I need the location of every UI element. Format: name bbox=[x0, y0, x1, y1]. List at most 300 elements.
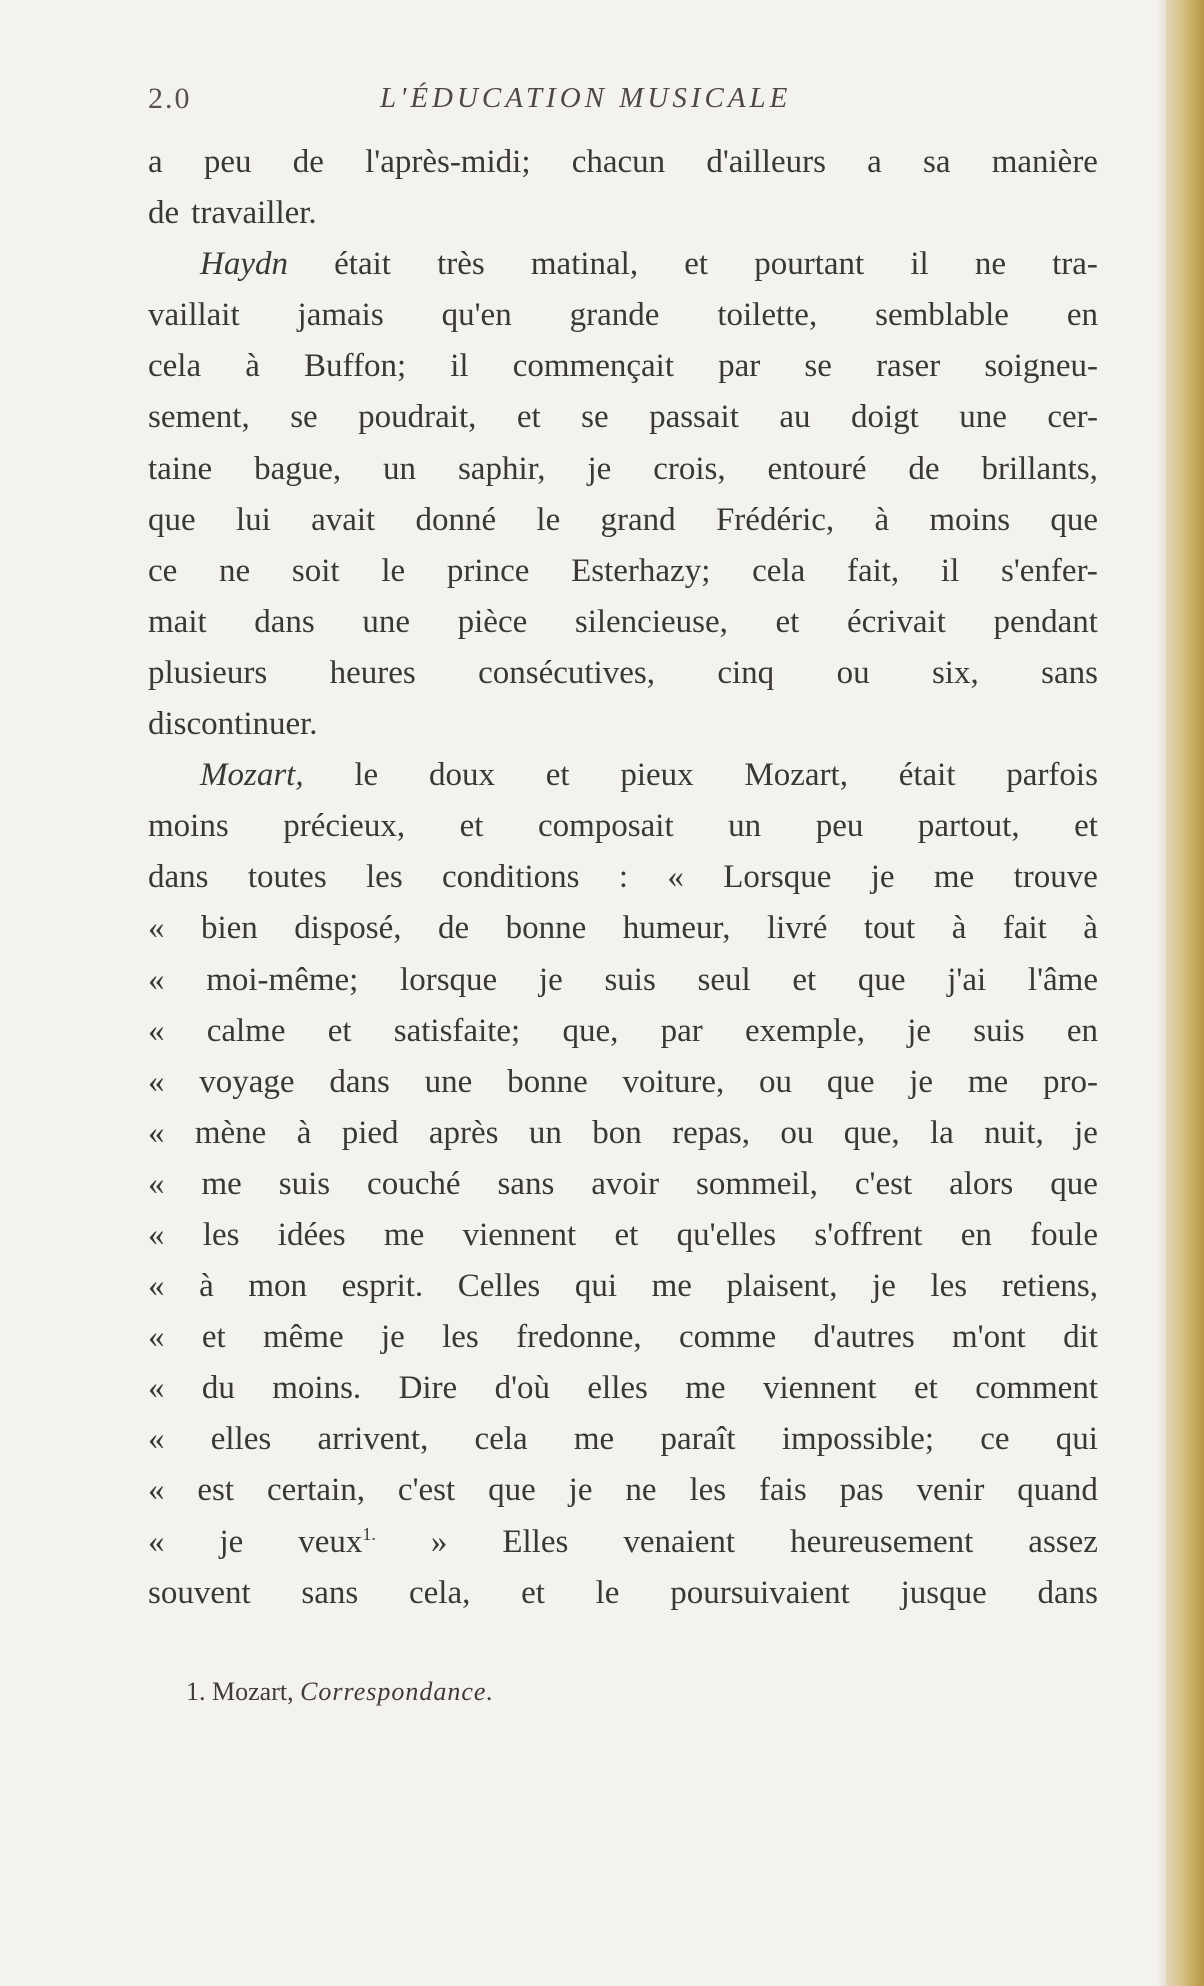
word: se bbox=[581, 399, 609, 436]
word: travailler. bbox=[191, 195, 317, 232]
footnote-marker: 1. bbox=[186, 1677, 206, 1706]
word: l'après-midi; bbox=[365, 144, 531, 180]
word: entouré bbox=[767, 450, 867, 487]
word: veux$^{1.}$ bbox=[298, 1523, 376, 1560]
word: « bbox=[148, 1370, 165, 1407]
word: était bbox=[898, 757, 956, 794]
word: a bbox=[867, 144, 882, 180]
word: les bbox=[930, 1268, 968, 1305]
word: Buffon; bbox=[304, 348, 407, 385]
word: lorsque bbox=[400, 961, 498, 998]
word: parfois bbox=[1006, 757, 1098, 794]
word: suis bbox=[604, 961, 656, 998]
page-number: 2.0 bbox=[148, 82, 192, 115]
word: à bbox=[245, 348, 260, 385]
word: satisfaite; bbox=[393, 1012, 521, 1049]
word: tra- bbox=[1052, 246, 1098, 283]
text-line bbox=[148, 648, 1098, 699]
word: humeur, bbox=[622, 910, 731, 947]
text-line bbox=[148, 239, 1098, 290]
word: l'âme bbox=[1027, 961, 1098, 998]
word: pro- bbox=[1042, 1063, 1098, 1100]
word: pièce bbox=[457, 603, 528, 640]
word: a bbox=[148, 144, 163, 180]
word: la bbox=[929, 1114, 954, 1151]
word: poudrait, bbox=[358, 399, 477, 436]
word: brillants, bbox=[981, 450, 1098, 487]
word: de bbox=[292, 144, 324, 180]
word: disposé, bbox=[294, 910, 402, 947]
word: « bbox=[148, 1165, 165, 1202]
word: qu'en bbox=[441, 297, 512, 334]
text-line bbox=[148, 955, 1098, 1006]
word: taine bbox=[148, 450, 213, 487]
text-line bbox=[148, 1568, 1098, 1619]
word: voiture, bbox=[622, 1063, 725, 1100]
word: moins. bbox=[272, 1370, 362, 1407]
word: foule bbox=[1030, 1216, 1098, 1253]
word: manière bbox=[991, 144, 1098, 180]
word: poursuivaient bbox=[670, 1574, 850, 1611]
word: raser bbox=[876, 348, 941, 385]
word: Lorsque bbox=[723, 859, 832, 896]
word: ne bbox=[625, 1472, 657, 1509]
word: partout, bbox=[917, 808, 1020, 845]
word: toutes bbox=[247, 859, 327, 896]
word: bonne bbox=[507, 1063, 588, 1100]
word: je bbox=[909, 1063, 934, 1100]
word: du bbox=[201, 1370, 235, 1407]
text-line bbox=[148, 1108, 1098, 1159]
word: calme bbox=[206, 1012, 286, 1049]
word: et bbox=[521, 1574, 545, 1611]
word: avoir bbox=[591, 1165, 660, 1202]
word: sa bbox=[922, 144, 951, 180]
word: se bbox=[290, 399, 318, 436]
word: mon bbox=[248, 1268, 308, 1305]
word: je bbox=[538, 961, 563, 998]
word: doigt bbox=[850, 399, 919, 436]
word: Elles bbox=[502, 1523, 569, 1560]
word: je bbox=[907, 1012, 932, 1049]
page-header bbox=[148, 82, 1098, 122]
word: qui bbox=[574, 1268, 618, 1305]
word: me bbox=[967, 1063, 1009, 1100]
text-line bbox=[148, 1363, 1098, 1414]
word: comment bbox=[975, 1370, 1098, 1407]
word: « bbox=[148, 961, 165, 998]
word: que bbox=[488, 1472, 536, 1509]
word: les bbox=[442, 1319, 479, 1356]
word: ou bbox=[780, 1114, 814, 1151]
word: cinq bbox=[717, 654, 775, 691]
word: le bbox=[595, 1574, 620, 1611]
word: venaient bbox=[623, 1523, 736, 1560]
word: ou bbox=[759, 1063, 793, 1100]
text-line bbox=[148, 495, 1098, 546]
word: conditions bbox=[442, 859, 580, 896]
word: cela bbox=[148, 348, 202, 385]
word: elles bbox=[210, 1421, 272, 1458]
word: une bbox=[362, 603, 411, 640]
word: je bbox=[380, 1319, 405, 1356]
word: grande bbox=[569, 297, 660, 334]
text-line bbox=[148, 1057, 1098, 1108]
word: viennent bbox=[462, 1216, 577, 1253]
text-line bbox=[148, 1414, 1098, 1465]
word: se bbox=[804, 348, 832, 385]
word: que bbox=[857, 961, 906, 998]
word: et bbox=[614, 1216, 639, 1253]
word: viennent bbox=[762, 1370, 877, 1407]
text-line bbox=[148, 1261, 1098, 1312]
word: en bbox=[1066, 297, 1098, 334]
word: seul bbox=[697, 961, 751, 998]
word: Esterhazy; bbox=[571, 552, 711, 589]
word: toilette, bbox=[717, 297, 818, 334]
word: dit bbox=[1063, 1319, 1098, 1356]
text-line bbox=[148, 1465, 1098, 1516]
word: doux bbox=[428, 757, 495, 794]
word: d'ailleurs bbox=[706, 144, 826, 180]
word: heures bbox=[329, 654, 416, 691]
text-line bbox=[148, 444, 1098, 495]
word: et bbox=[775, 603, 800, 640]
text-line bbox=[148, 903, 1098, 954]
word: et bbox=[684, 246, 709, 283]
word: « bbox=[667, 859, 684, 896]
word: fait, bbox=[846, 552, 900, 589]
word: de bbox=[437, 910, 470, 947]
word: saphir, bbox=[457, 450, 546, 487]
word: passait bbox=[649, 399, 739, 436]
word: « bbox=[148, 1421, 165, 1458]
word: sans bbox=[1041, 654, 1098, 691]
word: voyage bbox=[199, 1063, 295, 1100]
word: à bbox=[199, 1268, 214, 1305]
word: idées bbox=[277, 1216, 346, 1253]
running-title: L'ÉDUCATION MUSICALE bbox=[380, 82, 792, 114]
word: un bbox=[383, 450, 417, 487]
word: après bbox=[428, 1114, 499, 1151]
word: s'offrent bbox=[814, 1216, 923, 1253]
word: et bbox=[459, 808, 484, 845]
word: à bbox=[874, 501, 890, 538]
word: que bbox=[1050, 501, 1098, 538]
word: à bbox=[951, 910, 967, 947]
word: Mozart, bbox=[744, 757, 848, 794]
word: me bbox=[383, 1216, 425, 1253]
word: plaisent, bbox=[726, 1268, 838, 1305]
word: pendant bbox=[993, 603, 1098, 640]
word: je bbox=[219, 1523, 244, 1560]
text-line bbox=[148, 546, 1098, 597]
word: plusieurs bbox=[148, 654, 268, 691]
word: « bbox=[148, 1114, 165, 1151]
word: esprit. bbox=[341, 1268, 424, 1305]
word: et bbox=[792, 961, 817, 998]
word: pourtant bbox=[754, 246, 865, 283]
word: je bbox=[870, 859, 895, 896]
word: moins bbox=[929, 501, 1011, 538]
word: livré bbox=[766, 910, 828, 947]
word: discontinuer. bbox=[148, 706, 318, 743]
word: dans bbox=[1037, 1574, 1098, 1611]
word: « bbox=[148, 1472, 165, 1509]
word: le bbox=[381, 552, 406, 589]
footnote-author: Mozart, bbox=[212, 1677, 294, 1706]
footnote-work: Correspondance. bbox=[300, 1677, 494, 1706]
word: le bbox=[536, 501, 561, 538]
word: les bbox=[366, 859, 403, 896]
word: « bbox=[148, 910, 165, 947]
word: ce bbox=[980, 1421, 1010, 1458]
word: vaillait bbox=[148, 297, 240, 334]
word: les bbox=[202, 1216, 240, 1253]
word: arrivent, bbox=[317, 1421, 429, 1458]
word: que, bbox=[843, 1114, 900, 1151]
word: bon bbox=[592, 1114, 642, 1151]
word: une bbox=[959, 399, 1007, 436]
word: bien bbox=[200, 910, 258, 947]
word: dans bbox=[254, 603, 315, 640]
word: que bbox=[1050, 1165, 1098, 1202]
word: mène bbox=[194, 1114, 267, 1151]
word: je bbox=[587, 450, 612, 487]
word: de bbox=[908, 450, 940, 487]
word: cela bbox=[752, 552, 806, 589]
text-line bbox=[148, 597, 1098, 648]
page-edge bbox=[1166, 0, 1204, 1986]
word: d'où bbox=[494, 1370, 551, 1407]
word: sans bbox=[497, 1165, 555, 1202]
word: écrivait bbox=[846, 603, 946, 640]
word: mait bbox=[148, 603, 207, 640]
word: une bbox=[424, 1063, 473, 1100]
word: crois, bbox=[653, 450, 726, 487]
word: j'ai bbox=[947, 961, 987, 998]
word: de bbox=[148, 195, 180, 232]
word: pieux bbox=[620, 757, 694, 794]
word: cer- bbox=[1047, 399, 1098, 436]
word: alors bbox=[949, 1165, 1014, 1202]
word: suis bbox=[973, 1012, 1025, 1049]
word: peu bbox=[203, 144, 252, 180]
word: consécutives, bbox=[478, 654, 655, 691]
text-line bbox=[148, 1006, 1098, 1057]
word: impossible; bbox=[781, 1421, 934, 1458]
word: d'autres bbox=[813, 1319, 915, 1356]
word: donné bbox=[415, 501, 497, 538]
word: retiens, bbox=[1001, 1268, 1098, 1305]
word: couché bbox=[367, 1165, 461, 1202]
word: il bbox=[940, 552, 960, 589]
word: je bbox=[1074, 1114, 1098, 1151]
text-line bbox=[148, 750, 1098, 801]
word: que bbox=[148, 501, 196, 538]
word: : bbox=[618, 859, 629, 896]
word: que bbox=[826, 1063, 875, 1100]
word: et bbox=[913, 1370, 938, 1407]
word: lui bbox=[235, 501, 271, 538]
word: prince bbox=[446, 552, 530, 589]
word: trouve bbox=[1013, 859, 1098, 896]
word: et bbox=[1074, 808, 1098, 845]
text-line bbox=[148, 852, 1098, 903]
word: qu'elles bbox=[676, 1216, 777, 1253]
word: me bbox=[573, 1421, 615, 1458]
word: jamais bbox=[297, 297, 384, 334]
word: est bbox=[197, 1472, 235, 1509]
word: à bbox=[296, 1114, 312, 1151]
word: c'est bbox=[397, 1472, 456, 1509]
word: ou bbox=[836, 654, 870, 691]
word: sommeil, bbox=[696, 1165, 818, 1202]
word: que, bbox=[562, 1012, 619, 1049]
word: souvent bbox=[148, 1574, 251, 1611]
word: « bbox=[148, 1268, 165, 1305]
word: composait bbox=[537, 808, 674, 845]
text-line bbox=[148, 699, 1098, 750]
word: le bbox=[354, 757, 379, 794]
word: et bbox=[327, 1012, 352, 1049]
word: à bbox=[1083, 910, 1098, 947]
word: en bbox=[1066, 1012, 1098, 1049]
word: ne bbox=[219, 552, 251, 589]
word: silencieuse, bbox=[574, 603, 728, 640]
word: repas, bbox=[672, 1114, 750, 1151]
word: » bbox=[430, 1523, 448, 1560]
word: peu bbox=[815, 808, 864, 845]
word: c'est bbox=[854, 1165, 913, 1202]
word: « bbox=[148, 1216, 165, 1253]
word: et bbox=[516, 399, 541, 436]
word: ne bbox=[974, 246, 1006, 283]
word: il bbox=[910, 246, 929, 283]
word: tout bbox=[863, 910, 916, 947]
text-line bbox=[148, 392, 1098, 443]
word: pas bbox=[839, 1472, 884, 1509]
text-line bbox=[148, 1159, 1098, 1210]
word: me bbox=[933, 859, 975, 896]
page-edge-shadow bbox=[1156, 0, 1166, 1986]
text-line bbox=[148, 290, 1098, 341]
word: grand bbox=[600, 501, 676, 538]
word: était bbox=[334, 246, 391, 283]
footnote bbox=[186, 1677, 494, 1707]
word: Celles bbox=[457, 1268, 541, 1305]
word: heureusement bbox=[790, 1523, 974, 1560]
word: dans bbox=[148, 859, 209, 896]
text-line bbox=[148, 1312, 1098, 1363]
word: nuit, bbox=[984, 1114, 1044, 1151]
word: je bbox=[568, 1472, 593, 1509]
word: moins bbox=[148, 808, 229, 845]
word: cela bbox=[474, 1421, 528, 1458]
word: commençait bbox=[512, 348, 674, 385]
word: dans bbox=[329, 1063, 390, 1100]
word: « bbox=[148, 1319, 165, 1356]
word: moi-même; bbox=[206, 961, 359, 998]
word: Haydn bbox=[200, 246, 288, 283]
word: ce bbox=[148, 552, 178, 589]
word: bague, bbox=[254, 450, 342, 487]
word: me bbox=[685, 1370, 726, 1407]
word: me bbox=[201, 1165, 242, 1202]
word: suis bbox=[278, 1165, 331, 1202]
word: « bbox=[148, 1523, 165, 1560]
word: les bbox=[689, 1472, 727, 1509]
word: fredonne, bbox=[516, 1319, 642, 1356]
word: assez bbox=[1028, 1523, 1098, 1560]
text-line bbox=[148, 341, 1098, 392]
word: en bbox=[960, 1216, 992, 1253]
word: sans bbox=[301, 1574, 359, 1611]
word: avait bbox=[311, 501, 376, 538]
word: comme bbox=[678, 1319, 777, 1356]
footnote-reference: 1. bbox=[362, 1523, 376, 1544]
word: fait bbox=[1002, 910, 1047, 947]
word: jusque bbox=[900, 1574, 987, 1611]
word: certain, bbox=[266, 1472, 366, 1509]
word: par bbox=[718, 348, 761, 385]
word: exemple, bbox=[744, 1012, 865, 1049]
word: et bbox=[201, 1319, 226, 1356]
word: quand bbox=[1017, 1472, 1098, 1509]
word: Dire bbox=[398, 1370, 458, 1407]
word: soit bbox=[291, 552, 340, 589]
word: même bbox=[262, 1319, 344, 1356]
word: il bbox=[450, 348, 469, 385]
word: un bbox=[528, 1114, 562, 1151]
word: venir bbox=[916, 1472, 985, 1509]
word: qui bbox=[1055, 1421, 1098, 1458]
word: pied bbox=[341, 1114, 399, 1151]
word: m'ont bbox=[952, 1319, 1026, 1356]
word: précieux, bbox=[283, 808, 406, 845]
word: cela, bbox=[408, 1574, 471, 1611]
text-line bbox=[148, 1517, 1098, 1568]
word: s'enfer- bbox=[1001, 552, 1098, 589]
word: bonne bbox=[505, 910, 587, 947]
text-line bbox=[148, 137, 1098, 188]
body-text bbox=[148, 137, 1098, 1619]
word: par bbox=[660, 1012, 703, 1049]
word: matinal, bbox=[530, 246, 639, 283]
word: soigneu- bbox=[984, 348, 1098, 385]
word: fais bbox=[759, 1472, 807, 1509]
word: elles bbox=[587, 1370, 648, 1407]
word: très bbox=[437, 246, 485, 283]
word: « bbox=[148, 1063, 165, 1100]
word: paraît bbox=[660, 1421, 736, 1458]
word: six, bbox=[931, 654, 979, 691]
word: Mozart, bbox=[200, 757, 304, 794]
word: chacun bbox=[571, 144, 666, 180]
text-line bbox=[148, 801, 1098, 852]
text-line bbox=[148, 1210, 1098, 1261]
word: au bbox=[779, 399, 811, 436]
text-line bbox=[148, 188, 1098, 239]
word: semblable bbox=[875, 297, 1009, 334]
word: me bbox=[651, 1268, 692, 1305]
word: Frédéric, bbox=[715, 501, 835, 538]
word: sement, bbox=[148, 399, 250, 436]
word: un bbox=[728, 808, 762, 845]
word: je bbox=[872, 1268, 896, 1305]
word: et bbox=[545, 757, 570, 794]
word: « bbox=[148, 1012, 165, 1049]
